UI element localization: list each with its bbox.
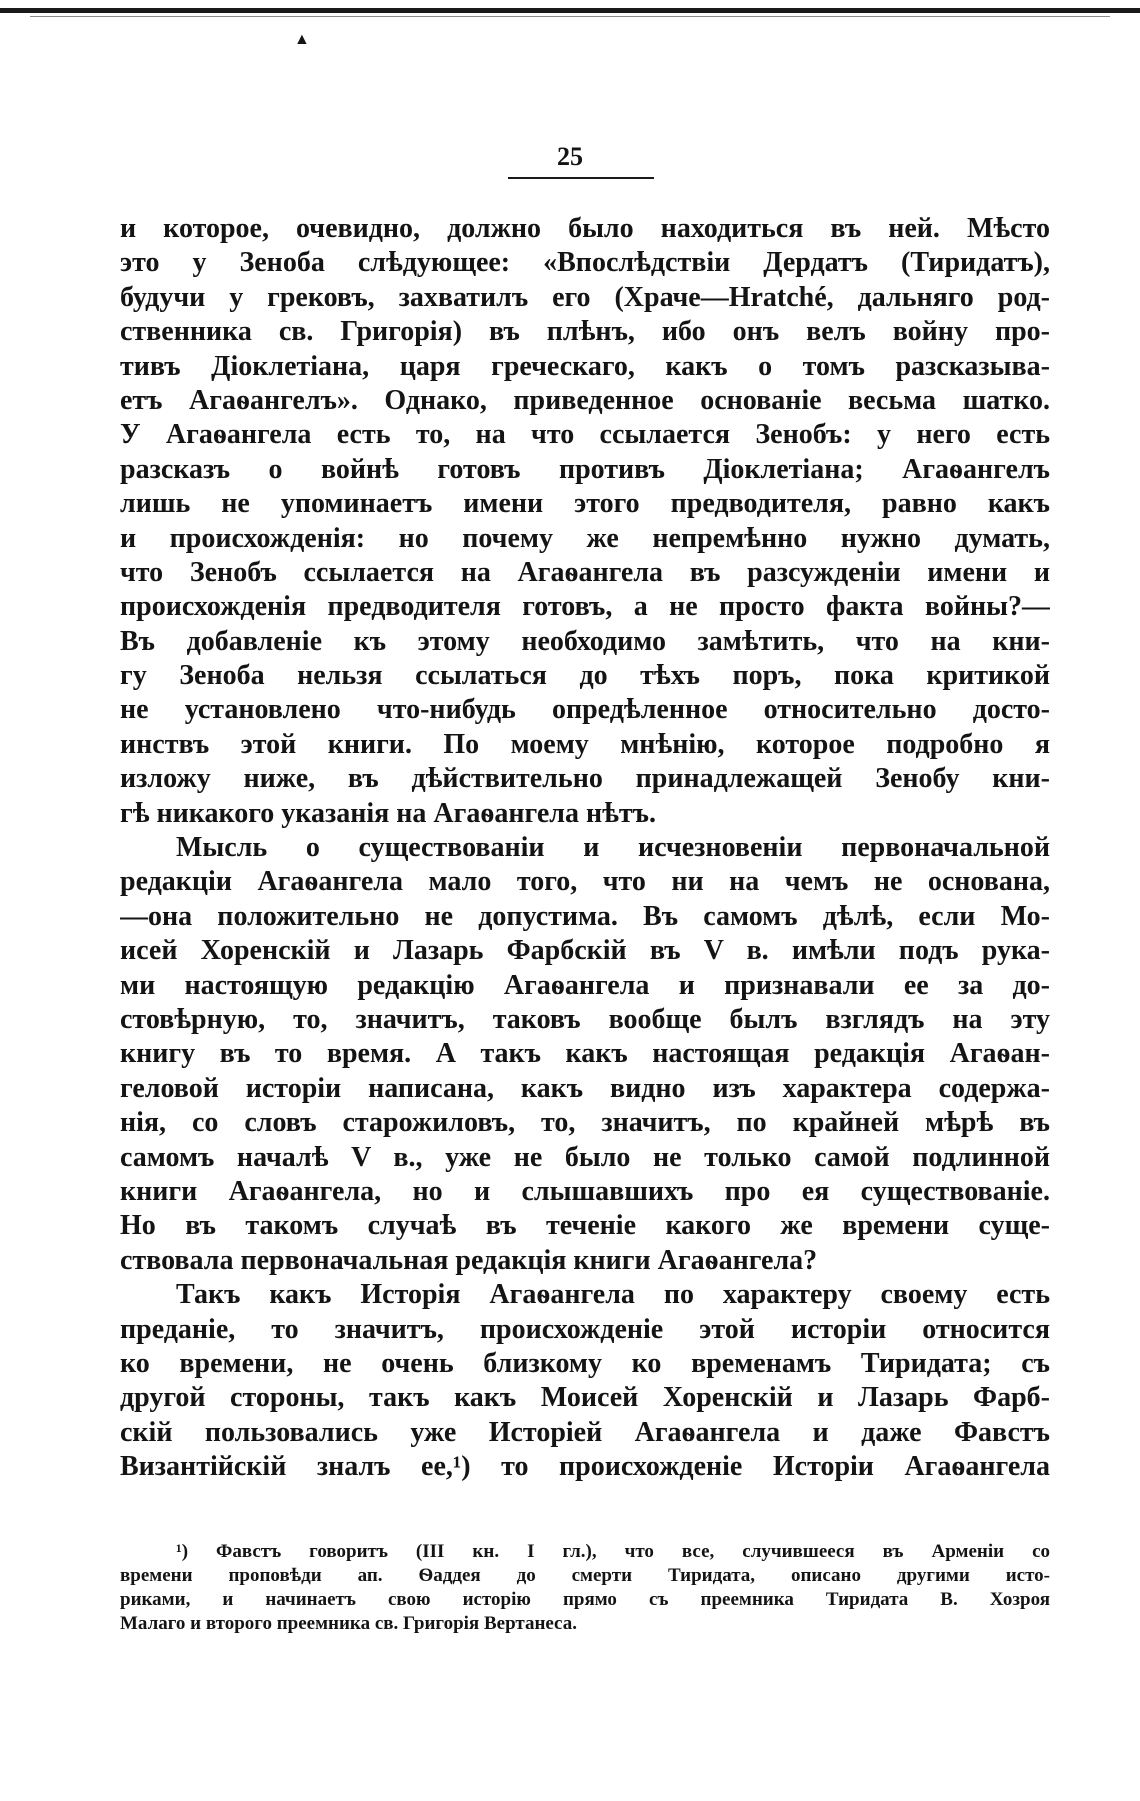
body-line: и которое, очевидно, должно было находиться въ ней. Мѣсто bbox=[120, 213, 1050, 244]
body-line: стовѣрную, то, значитъ, таковъ вообще былъ взглядъ на эту bbox=[120, 1003, 1050, 1035]
body-line: преданіе, то значитъ, происхожденіе этой исторіи относится bbox=[120, 1313, 1050, 1345]
footnote-line: времени проповѣди ап. Ѳаддея до смерти Тиридата, описано другими исто- bbox=[120, 1565, 1050, 1586]
body-text bbox=[120, 212, 1050, 1484]
body-line: лишь не упоминаетъ имени этого предводителя, равно какъ bbox=[120, 488, 1050, 520]
body-line: нія, со словъ старожиловъ, то, значитъ, по крайней мѣрѣ въ bbox=[120, 1107, 1050, 1139]
page-number: 25 bbox=[557, 142, 583, 171]
body-line: разсказъ о войнѣ готовъ противъ Діоклетіана; Агаѳангелъ bbox=[120, 453, 1050, 485]
body-line: что Зенобъ ссылается на Агаѳангела въ разсужденіи имени и bbox=[120, 556, 1050, 588]
footnote bbox=[120, 1540, 1050, 1636]
body-line: ствовала первоначальная редакція книги Агаѳангела? bbox=[120, 1244, 818, 1276]
body-line: изложу ниже, въ дѣйствительно принадлежащей Зенобу кни- bbox=[120, 763, 1050, 795]
body-line: ми настоящую редакцію Агаѳангела и признавали ее за до- bbox=[120, 969, 1050, 1001]
body-line: тивъ Діоклетіана, царя греческаго, какъ о томъ разсказыва- bbox=[120, 350, 1050, 382]
body-line: будучи у грековъ, захватилъ его (Храче—Hratché, дальняго род- bbox=[120, 281, 1050, 313]
body-line: гу Зеноба нельзя ссылаться до тѣхъ поръ, пока критикой bbox=[120, 660, 1050, 692]
body-line: другой стороны, такъ какъ Моисей Хоренскій и Лазарь Фарб- bbox=[120, 1382, 1050, 1414]
body-line: и происхожденія: но почему же непремѣнно нужно думать, bbox=[120, 522, 1050, 554]
body-line: ственника св. Григорія) въ плѣнъ, ибо онъ велъ войну про- bbox=[120, 316, 1050, 348]
body-line: —она положительно не допустима. Въ самомъ дѣлѣ, если Мо- bbox=[120, 900, 1050, 932]
body-line: исей Хоренскій и Лазарь Фарбскій въ V в. имѣли подъ рука- bbox=[120, 935, 1050, 967]
body-line: гѣ никакого указанія на Агаѳангела нѣтъ. bbox=[120, 797, 656, 829]
footnote-line: риками, и начинаетъ свою исторію прямо съ преемника Тиридата В. Хозроя bbox=[120, 1589, 1050, 1610]
body-line: ко времени, не очень близкому ко временамъ Тиридата; съ bbox=[120, 1347, 1050, 1379]
body-line: самомъ началѣ V в., уже не было не только самой подлинной bbox=[120, 1141, 1050, 1173]
body-line: происхожденія предводителя готовъ, а не просто факта войны?— bbox=[120, 591, 1050, 623]
body-line: етъ Агаѳангелъ». Однако, приведенное основаніе весьма шатко. bbox=[120, 384, 1050, 416]
body-line: Въ добавленіе къ этому необходимо замѣтить, что на кни- bbox=[120, 625, 1050, 657]
body-line: редакціи Агаѳангела мало того, что ни на чемъ не основана, bbox=[120, 866, 1050, 898]
body-line: книги Агаѳангела, но и слышавшихъ про ея существованіе. bbox=[120, 1175, 1050, 1207]
body-line: Но въ такомъ случаѣ въ теченіе какого же времени суще- bbox=[120, 1210, 1050, 1242]
page-number-rule bbox=[508, 177, 654, 179]
body-line: геловой исторіи написана, какъ видно изъ характера содержа- bbox=[120, 1072, 1050, 1104]
top-border-rule bbox=[0, 8, 1140, 13]
body-line: Византійскій зналъ ее,¹) то происхожденіе Исторіи Агаѳангела bbox=[120, 1451, 1050, 1483]
footnote-line: Малаго и второго преемника св. Григорія Вертанеса. bbox=[120, 1613, 577, 1634]
body-line: не установлено что-нибудь опредѣленное относительно досто- bbox=[120, 694, 1050, 726]
body-line: инствъ этой книги. По моему мнѣнію, которое подробно я bbox=[120, 728, 1050, 760]
ink-mark-icon: ▲ bbox=[294, 31, 310, 48]
body-line: Мысль о существованіи и исчезновеніи первоначальной bbox=[176, 832, 1050, 864]
body-line: это у Зеноба слѣдующее: «Впослѣдствіи Дердатъ (Тиридатъ), bbox=[120, 247, 1050, 279]
footnote-line: ¹) Фавстъ говоритъ (III кн. I гл.), что все, случившееся въ Арменіи со bbox=[176, 1541, 1050, 1562]
body-line: скій пользовались уже Исторіей Агаѳангела и даже Фавстъ bbox=[120, 1416, 1050, 1448]
top-border-thin-rule bbox=[30, 16, 1110, 17]
body-line: книгу въ то время. А такъ какъ настоящая редакція Агаѳан- bbox=[120, 1038, 1050, 1070]
body-line: Такъ какъ Исторія Агаѳангела по характеру своему есть bbox=[176, 1279, 1050, 1311]
body-line: У Агаѳангела есть то, на что ссылается Зенобъ: у него есть bbox=[120, 419, 1050, 451]
